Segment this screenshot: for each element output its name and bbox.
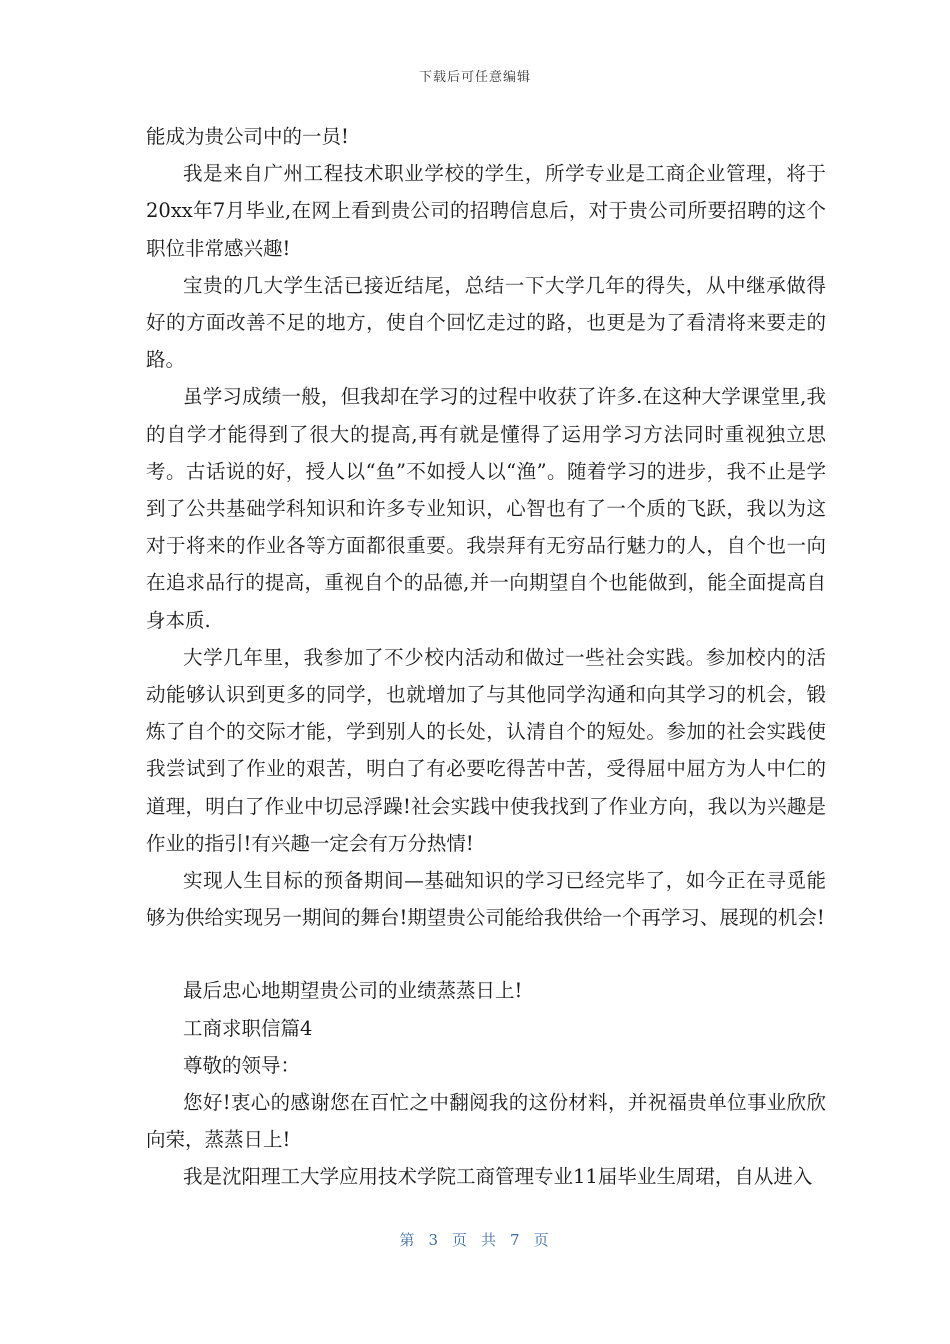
spacer [146, 936, 826, 972]
paragraph-study: 虽学习成绩一般，但我却在学习的过程中收获了许多.在这种大学课堂里,我的自学才能得到了很大的提高,再有就是懂得了运用学习方法同时重视独立思考。古话说的好，授人以“鱼”不如授人以“渔”。随着学习的进步，我不止是学到了公共基础学科知识和许多专业知识，心智也有了一个质的飞跃，我以为这对于将来的作业各等方面都很重要。我崇拜有无穷品行魅力的人，自个也一向在追求品行的提高，重视自个的品德,并一向期望自个也能做到，能全面提高自身本质. [146, 385, 826, 632]
footer-gong: 共 [481, 1231, 499, 1249]
total-page-number: 7 [510, 1231, 522, 1249]
page-header: 下载后可任意编辑 [418, 70, 531, 85]
paragraph-goal: 实现人生目标的预备期间—基础知识的学习已经完毕了，如今正在寻觅能够为供给实现另一期间的舞台!期望贵公司能给我供给一个再学习、展现的机会! [146, 869, 826, 930]
page-footer [0, 1229, 950, 1250]
footer-ye2: 页 [533, 1231, 551, 1249]
salutation: 尊敬的领导： [183, 1053, 301, 1077]
paragraph-college-life: 宝贵的几大学生活已接近结尾，总结一下大学几年的得失，从中继承做得好的方面改善不足的地方，使自个回忆走过的路，也更是为了看清将来要走的路。 [146, 273, 826, 372]
footer-ye: 页 [451, 1231, 469, 1249]
document-body [146, 118, 826, 1196]
paragraph-activities: 大学几年里，我参加了不少校内活动和做过一些社会实践。参加校内的活动能够认识到更多的同学，也就增加了与其他同学沟通和向其学习的机会，锻炼了自个的交际才能，学到别人的长处，认清自个的短处。参加的社会实践使我尝试到了作业的艰苦，明白了有必要吃得苦中苦，受得屈中屈方为人中仁的道理，明白了作业中切忌浮躁!社会实践中使我找到了作业方向，我以为兴趣是作业的指引!有兴趣一定会有万分热情! [146, 645, 826, 855]
paragraph-introduction: 我是来自广州工程技术职业学校的学生，所学专业是工商企业管理，将于20xx年7月毕业,在网上看到贵公司的招聘信息后，对于贵公司所要招聘的这个职位非常感兴趣! [146, 162, 826, 260]
paragraph-closing: 最后忠心地期望贵公司的业绩蒸蒸日上! [183, 979, 523, 1003]
footer-di: 第 [399, 1231, 417, 1249]
paragraph-continuation: 能成为贵公司中的一员! [146, 125, 349, 148]
paragraph-greeting: 您好!衷心的感谢您在百忙之中翻阅我的这份材料，并祝福贵单位事业欣欣向荣，蒸蒸日上! [146, 1091, 826, 1152]
section-title: 工商求职信篇4 [183, 1016, 313, 1040]
paragraph-self-intro: 我是沈阳理工大学应用技术学院工商管理专业11届毕业生周珺，自从进入 [183, 1165, 813, 1189]
current-page-number: 3 [428, 1231, 440, 1249]
